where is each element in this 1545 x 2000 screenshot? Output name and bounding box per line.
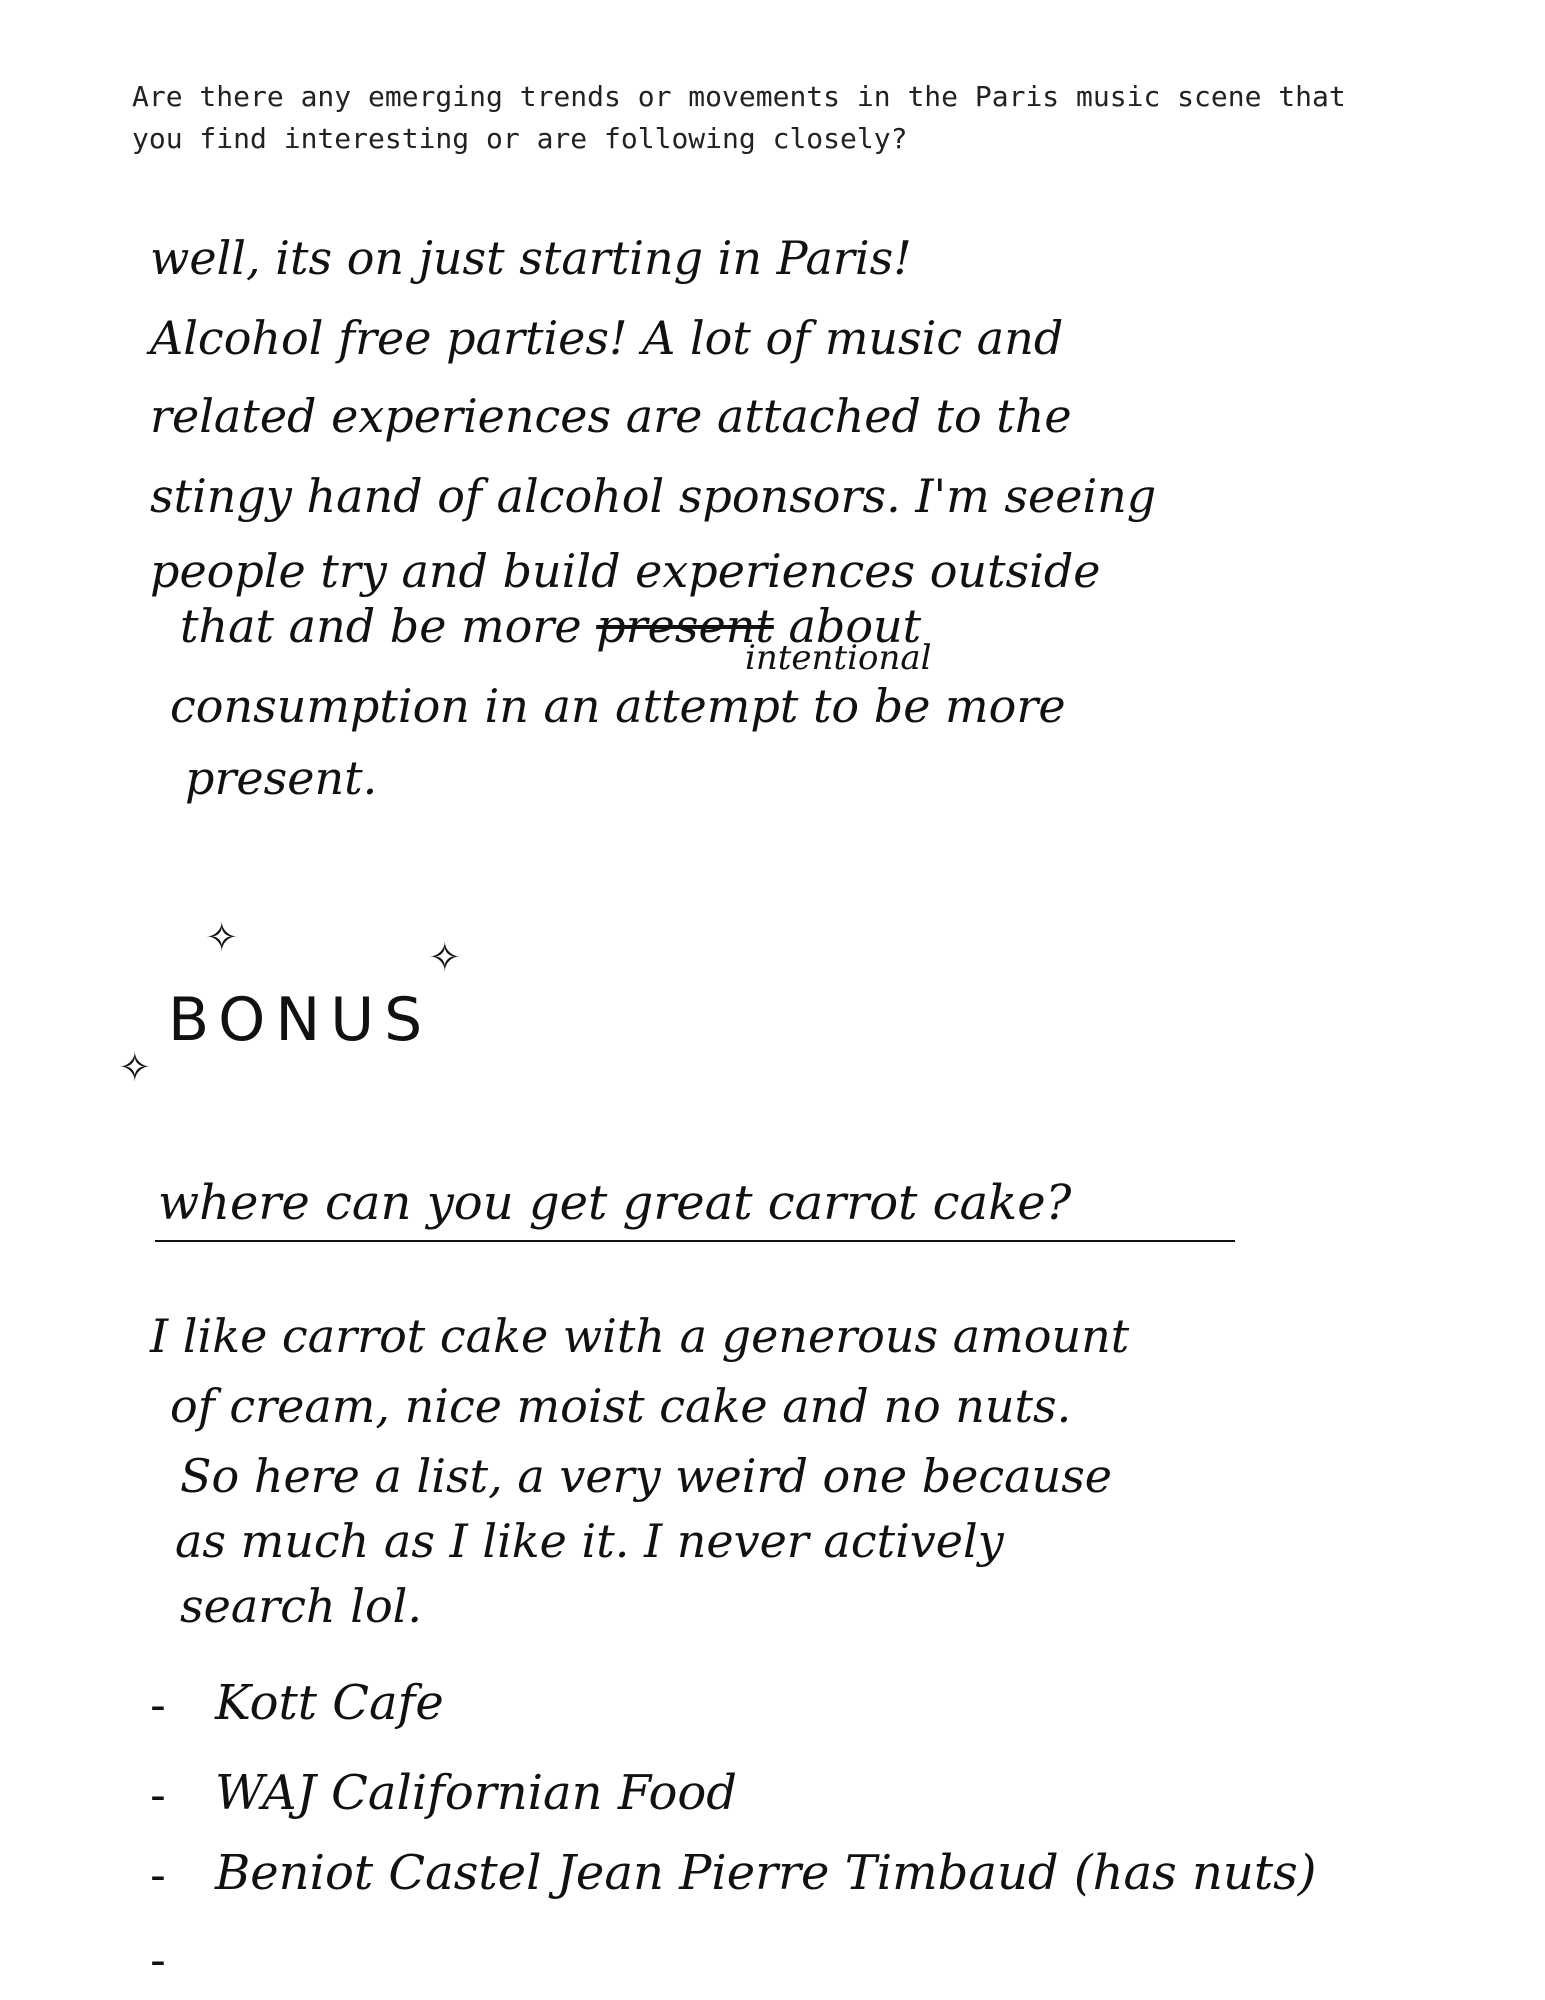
list-item-2: WAJ Californian Food xyxy=(215,1765,738,1821)
list-dash: - xyxy=(150,1935,166,1986)
question-text: Are there any emerging trends or movements in the Paris music scene that you find interesting or are following closely? xyxy=(132,80,1346,155)
answer-line-5: people try and build experiences outside xyxy=(150,544,1101,598)
answer-line-4: stingy hand of alcohol sponsors. I'm seeing xyxy=(150,469,1157,523)
carrot-line-2: of cream, nice moist cake and no nuts. xyxy=(170,1379,1072,1433)
struck-word: present xyxy=(596,599,774,653)
answer-line-3: related experiences are attached to the xyxy=(150,389,1072,443)
carrot-line-5: search lol. xyxy=(180,1579,422,1633)
carrot-line-1: I like carrot cake with a generous amount xyxy=(150,1309,1130,1363)
list-dash: - xyxy=(150,1850,166,1901)
answer-line-6-start: that and be more xyxy=(180,599,582,653)
answer-line-2: Alcohol free parties! A lot of music and xyxy=(150,311,1064,365)
bonus-title: BONUS xyxy=(168,985,433,1055)
answer-line-8: present. xyxy=(185,751,378,805)
inserted-word: intentional xyxy=(745,638,932,678)
list-item-3: Beniot Castel Jean Pierre Timbaud (has nuts) xyxy=(215,1845,1317,1901)
answer-line-6-end: about xyxy=(788,599,922,653)
answer-line-1: well, its on just starting in Paris! xyxy=(150,231,912,285)
sparkle-icon: ✧ xyxy=(118,1045,152,1091)
carrot-line-4: as much as I like it. I never actively xyxy=(175,1514,1004,1568)
sparkle-icon: ✧ xyxy=(428,935,462,981)
carrot-line-3: So here a list, a very weird one because xyxy=(180,1449,1113,1503)
sparkle-icon: ✧ xyxy=(205,915,239,961)
underline xyxy=(155,1240,1235,1242)
carrot-question: where can you get great carrot cake? xyxy=(158,1175,1072,1231)
list-item-1: Kott Cafe xyxy=(215,1675,444,1731)
answer-line-7: consumption in an attempt to be more xyxy=(170,679,1066,733)
list-dash: - xyxy=(150,1770,166,1821)
list-dash: - xyxy=(150,1680,166,1731)
